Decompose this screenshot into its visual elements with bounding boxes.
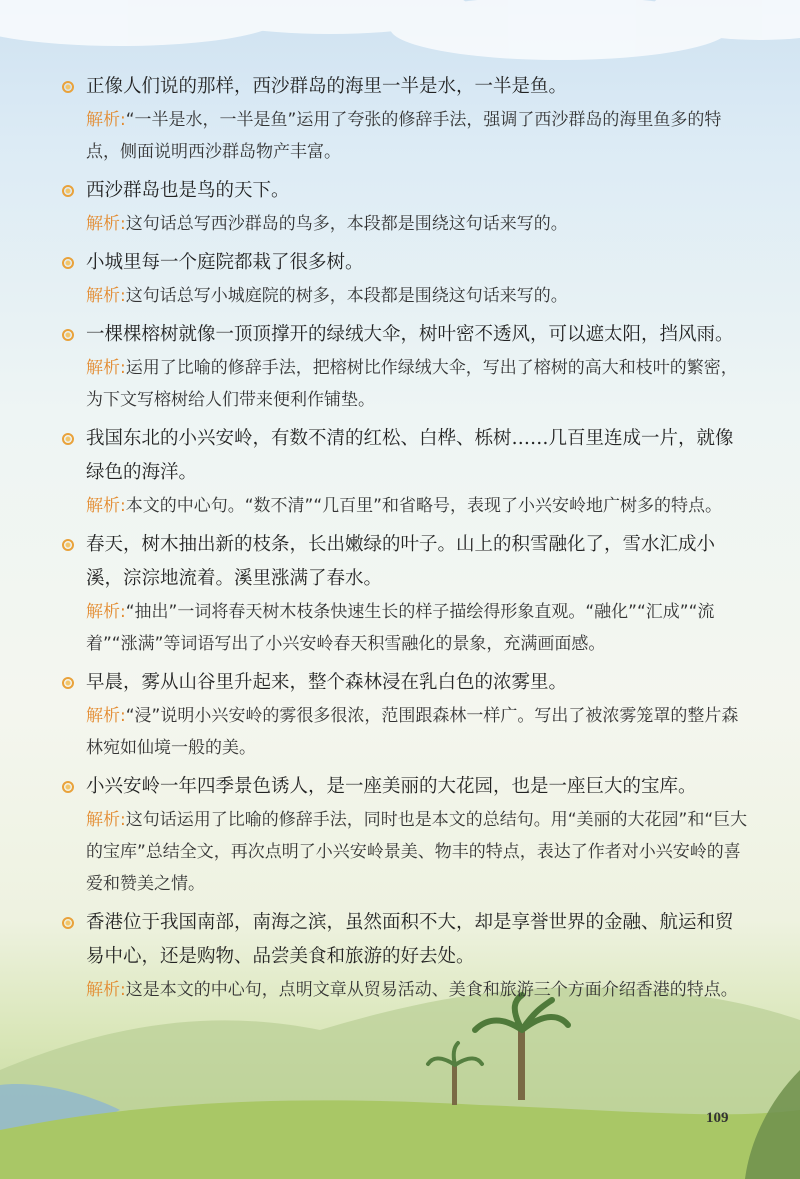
sentence-text: 春天，树木抽出新的枝条，长出嫩绿的叶子。山上的积雪融化了，雪水汇成小溪，淙淙地流着。溪里涨满了春水。 — [86, 534, 716, 589]
analysis-entry — [58, 422, 748, 522]
key-sentence — [58, 422, 748, 490]
bullet-circle-icon — [62, 329, 74, 341]
analysis-label: 解析 — [86, 810, 120, 830]
cloud-shapes — [0, 0, 800, 60]
analysis-label: 解析 — [86, 980, 120, 1000]
analysis-entry — [58, 528, 748, 660]
analysis-label: 解析 — [86, 496, 120, 516]
bullet-circle-icon — [62, 81, 74, 93]
bullet-circle-icon — [62, 677, 74, 689]
analysis-text: 解析:这句话总写西沙群岛的鸟多，本段都是围绕这句话来写的。 — [86, 214, 568, 234]
analysis-body: 本文的中心句。“数不清”“几百里”和省略号，表现了小兴安岭地广树多的特点。 — [125, 496, 722, 516]
analysis-entry — [58, 318, 748, 416]
key-sentence — [58, 666, 748, 700]
analysis-entry — [58, 906, 748, 1006]
analysis-body: 这句话运用了比喻的修辞手法，同时也是本文的总结句。用“美丽的大花园”和“巨大的宝库”总结全文，再次点明了小兴安岭景美、物丰的特点，表达了作者对小兴安岭的喜爱和赞美之情。 — [86, 810, 748, 894]
sentence-text: 小城里每一个庭院都栽了很多树。 — [86, 252, 364, 273]
analysis-label: 解析 — [86, 110, 120, 130]
key-sentence — [58, 246, 748, 280]
analysis-label: 解析 — [86, 358, 120, 378]
analysis-text: 解析:“一半是水，一半是鱼”运用了夸张的修辞手法，强调了西沙群岛的海里鱼多的特点，侧面说明西沙群岛物产丰富。 — [86, 110, 722, 162]
analysis-text: 解析:本文的中心句。“数不清”“几百里”和省略号，表现了小兴安岭地广树多的特点。 — [86, 496, 722, 516]
analysis-text: 解析:“抽出”一词将春天树木枝条快速生长的样子描绘得形象直观。“融化”“汇成”“流着”“涨满”等词语写出了小兴安岭春天积雪融化的景象，充满画面感。 — [86, 602, 715, 654]
key-sentence — [58, 70, 748, 104]
sentence-text: 我国东北的小兴安岭，有数不清的红松、白桦、栎树……几百里连成一片，就像绿色的海洋。 — [86, 428, 734, 483]
bullet-circle-icon — [62, 185, 74, 197]
analysis-text: 解析:“浸”说明小兴安岭的雾很多很浓，范围跟森林一样广。写出了被浓雾笼罩的整片森林宛如仙境一般的美。 — [86, 706, 739, 758]
analysis-text: 解析:运用了比喻的修辞手法，把榕树比作绿绒大伞，写出了榕树的高大和枝叶的繁密，为下文写榕树给人们带来便利作铺垫。 — [86, 358, 738, 410]
bullet-circle-icon — [62, 257, 74, 269]
analysis-text: 解析:这句话运用了比喻的修辞手法，同时也是本文的总结句。用“美丽的大花园”和“巨大的宝库”总结全文，再次点明了小兴安岭景美、物丰的特点，表达了作者对小兴安岭的喜爱和赞美之情。 — [86, 810, 748, 894]
sentence-text: 香港位于我国南部，南海之滨，虽然面积不大，却是享誉世界的金融、航运和贸易中心，还是购物、品尝美食和旅游的好去处。 — [86, 912, 734, 967]
key-sentence — [58, 906, 748, 974]
key-sentence — [58, 528, 748, 596]
key-sentence — [58, 318, 748, 352]
sentence-text: 早晨，雾从山谷里升起来，整个森林浸在乳白色的浓雾里。 — [86, 672, 568, 693]
sentence-text: 西沙群岛也是鸟的天下。 — [86, 180, 290, 201]
analysis-entry — [58, 70, 748, 168]
bullet-circle-icon — [62, 433, 74, 445]
sentence-text: 正像人们说的那样，西沙群岛的海里一半是水，一半是鱼。 — [86, 76, 568, 97]
sentence-text: 小兴安岭一年四季景色诱人，是一座美丽的大花园，也是一座巨大的宝库。 — [86, 776, 697, 797]
analysis-entry — [58, 666, 748, 764]
analysis-text: 解析:这是本文的中心句，点明文章从贸易活动、美食和旅游三个方面介绍香港的特点。 — [86, 980, 738, 1000]
analysis-body: 这是本文的中心句，点明文章从贸易活动、美食和旅游三个方面介绍香港的特点。 — [125, 980, 738, 1000]
analysis-entry — [58, 246, 748, 312]
key-sentence — [58, 174, 748, 208]
analysis-body: 这句话总写小城庭院的树多，本段都是围绕这句话来写的。 — [125, 286, 568, 306]
sentence-text: 一棵棵榕树就像一顶顶撑开的绿绒大伞，树叶密不透风，可以遮太阳，挡风雨。 — [86, 324, 734, 345]
analysis-label: 解析 — [86, 214, 120, 234]
analysis-text: 解析:这句话总写小城庭院的树多，本段都是围绕这句话来写的。 — [86, 286, 568, 306]
analysis-body: “浸”说明小兴安岭的雾很多很浓，范围跟森林一样广。写出了被浓雾笼罩的整片森林宛如仙境一般的美。 — [86, 706, 739, 758]
bullet-circle-icon — [62, 781, 74, 793]
bullet-circle-icon — [62, 917, 74, 929]
analysis-entry — [58, 770, 748, 900]
analysis-body: “抽出”一词将春天树木枝条快速生长的样子描绘得形象直观。“融化”“汇成”“流着”“涨满”等词语写出了小兴安岭春天积雪融化的景象，充满画面感。 — [86, 602, 715, 654]
analysis-body: 这句话总写西沙群岛的鸟多，本段都是围绕这句话来写的。 — [125, 214, 568, 234]
analysis-list — [58, 70, 748, 1012]
page-number: 109 — [706, 1110, 729, 1126]
analysis-entry — [58, 174, 748, 240]
analysis-label: 解析 — [86, 706, 120, 726]
bullet-circle-icon — [62, 539, 74, 551]
analysis-label: 解析 — [86, 286, 120, 306]
key-sentence — [58, 770, 748, 804]
analysis-body: “一半是水，一半是鱼”运用了夸张的修辞手法，强调了西沙群岛的海里鱼多的特点，侧面说明西沙群岛物产丰富。 — [86, 110, 722, 162]
analysis-body: 运用了比喻的修辞手法，把榕树比作绿绒大伞，写出了榕树的高大和枝叶的繁密，为下文写榕树给人们带来便利作铺垫。 — [86, 358, 738, 410]
analysis-label: 解析 — [86, 602, 120, 622]
